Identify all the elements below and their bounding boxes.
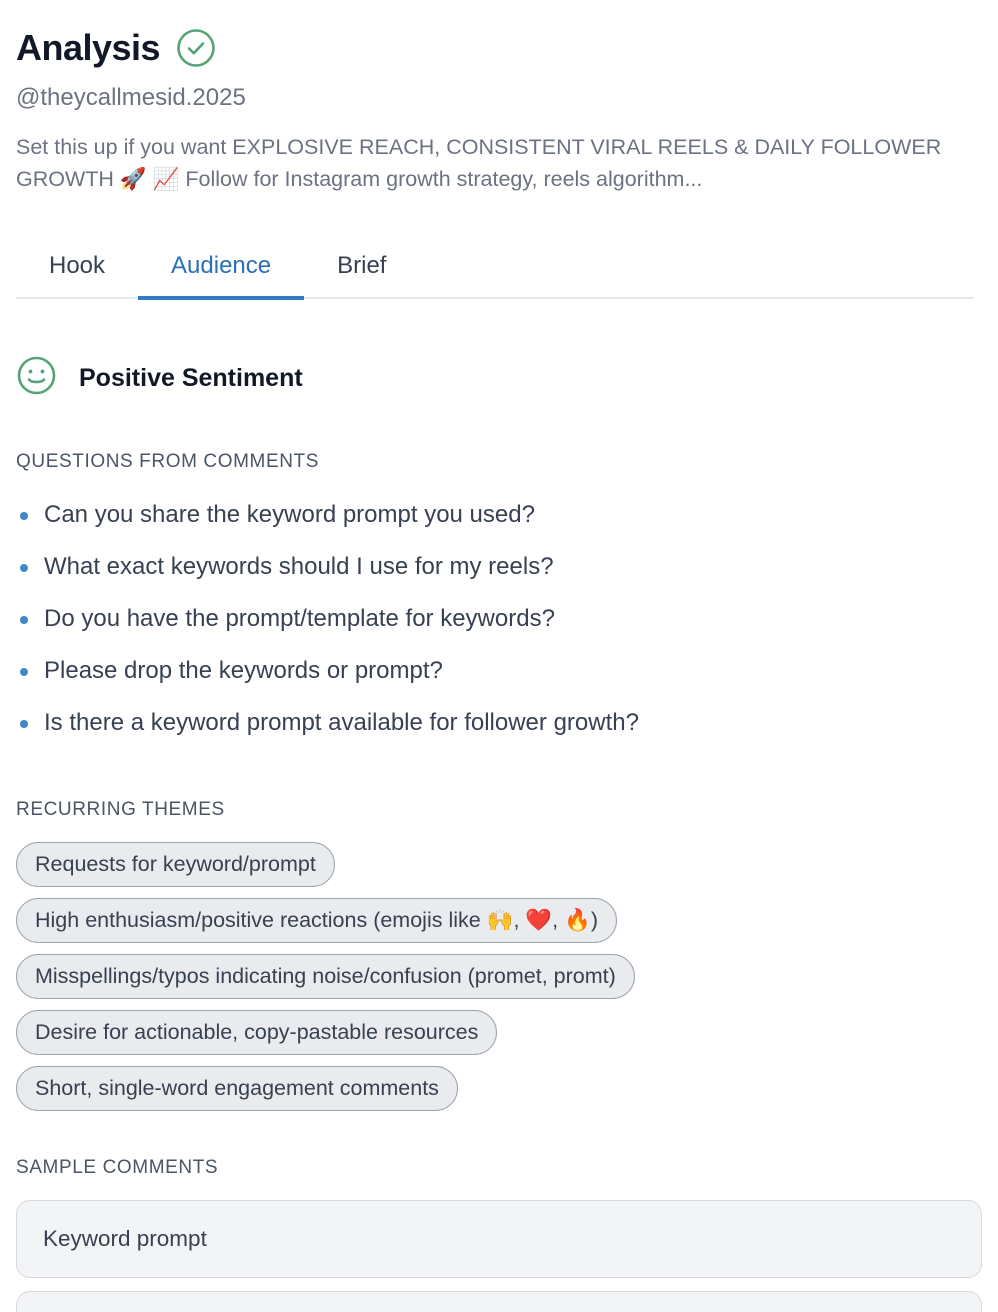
bullet-icon (20, 668, 28, 676)
question-text: Can you share the keyword prompt you used? (44, 501, 535, 528)
sample-comment-card (16, 1200, 982, 1278)
page-header (16, 0, 982, 69)
bullet-icon (20, 616, 28, 624)
sentiment-label: Positive Sentiment (79, 363, 303, 392)
question-text: Is there a keyword prompt available for follower growth? (44, 709, 639, 736)
question-item (16, 697, 982, 749)
themes-list (16, 842, 982, 1111)
bullet-icon (20, 564, 28, 572)
bullet-icon (20, 720, 28, 728)
page-title: Analysis (16, 27, 161, 68)
question-item (16, 645, 982, 697)
tab-brief[interactable]: Brief (337, 252, 387, 279)
question-text: Please drop the keywords or prompt? (44, 657, 443, 684)
theme-tag: Desire for actionable, copy-pastable resources (16, 1010, 497, 1055)
question-item (16, 541, 982, 593)
sample-comment-text: Keyword prompt (43, 1226, 207, 1251)
tab-hook[interactable]: Hook (49, 252, 106, 279)
check-circle-icon (176, 28, 216, 68)
tab-bar (16, 242, 974, 299)
theme-tag: Requests for keyword/prompt (16, 842, 335, 887)
sample-comment-card-partial (16, 1291, 982, 1312)
sentiment-row (16, 355, 982, 401)
questions-section-header: QUESTIONS FROM COMMENTS (16, 451, 320, 472)
question-item (16, 593, 982, 645)
question-item (16, 489, 982, 541)
theme-tag: Short, single-word engagement comments (16, 1066, 458, 1111)
account-handle: @theycallmesid.2025 (16, 84, 246, 111)
theme-tag: Misspellings/typos indicating noise/confusion (promet, promt) (16, 954, 635, 999)
smiley-face-icon (16, 355, 57, 401)
questions-list (16, 489, 982, 749)
theme-tag: High enthusiasm/positive reactions (emojis like 🙌, ❤️, 🔥) (16, 898, 617, 943)
question-text: Do you have the prompt/template for keywords? (44, 605, 555, 632)
bullet-icon (20, 512, 28, 520)
tab-audience[interactable]: Audience (138, 242, 304, 300)
account-description: Set this up if you want EXPLOSIVE REACH, CONSISTENT VIRAL REELS & DAILY FOLLOWER GROWTH 🚀 📈 Follow for Instagram growth strategy, reels algorithm... (16, 135, 942, 191)
question-text: What exact keywords should I use for my reels? (44, 553, 554, 580)
themes-section-header: RECURRING THEMES (16, 799, 225, 820)
samples-section-header: SAMPLE COMMENTS (16, 1157, 219, 1178)
